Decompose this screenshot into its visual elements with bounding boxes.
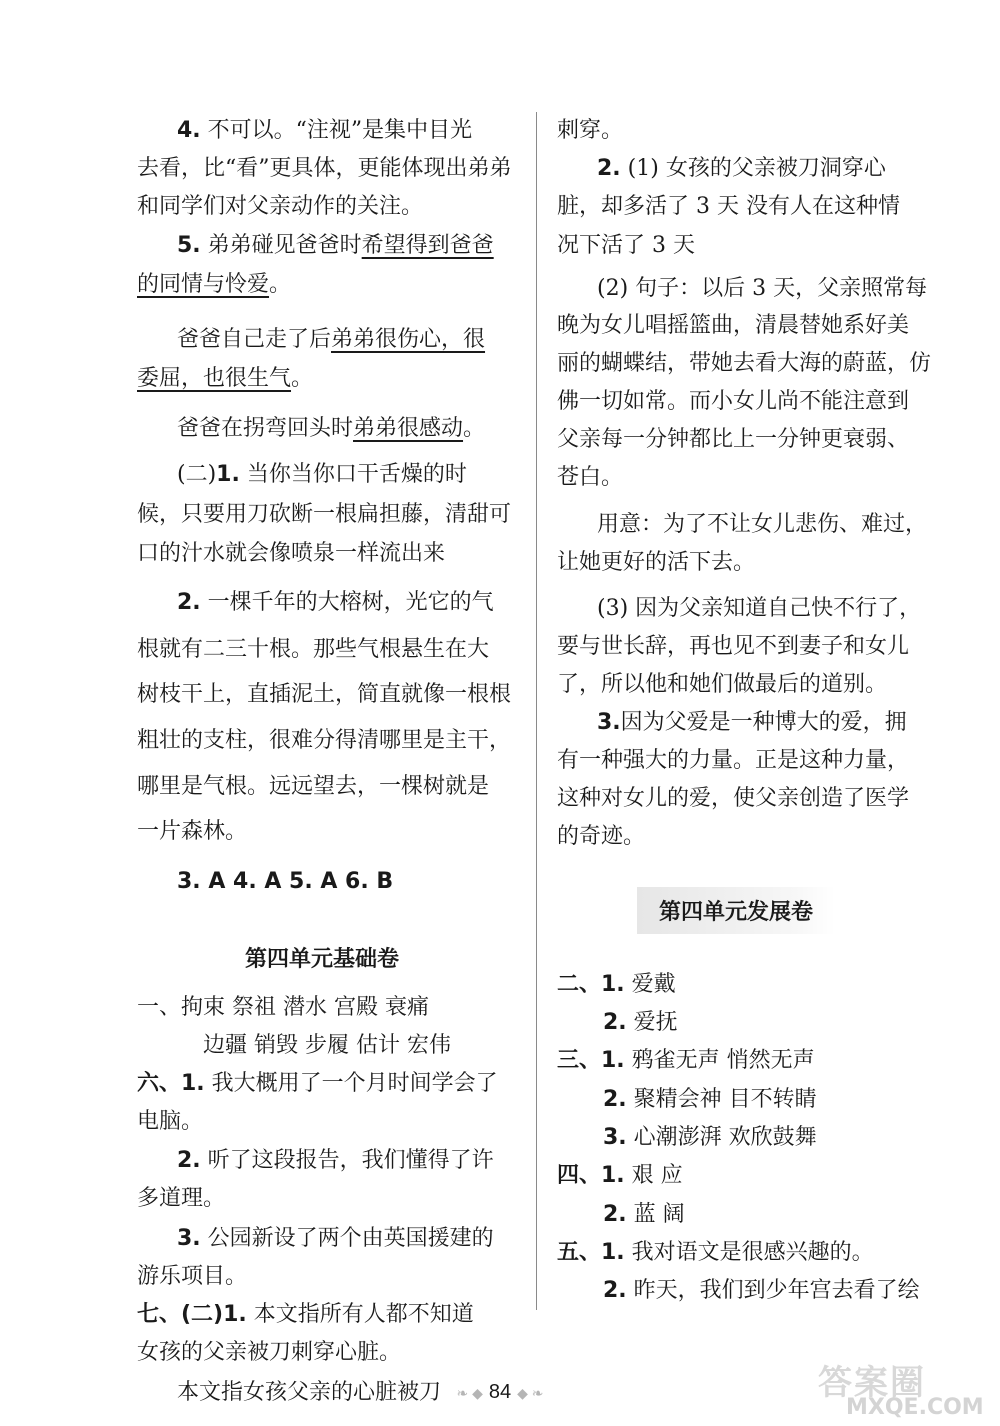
answer-line: 电脑。 (137, 1109, 204, 1134)
answer-line: 委屈，也很生气。 (137, 366, 314, 391)
answer-line: 3.因为父爱是一种博大的爱，拥 (597, 710, 907, 735)
answer-line: 根就有二三十根。那些气根悬生在大 (137, 637, 490, 662)
answer-line: 六、1. 我大概用了一个月时间学会了 (137, 1071, 498, 1096)
answer-line: 边疆 销毁 步履 估计 宏伟 (203, 1033, 451, 1058)
watermark-text: 答案圈 (818, 1363, 926, 1403)
answer-line: 脏，却多活了 3 天 没有人在这种情 (557, 194, 900, 219)
answer-line: 候，只要用刀砍断一根扁担藤，清甜可 (137, 502, 512, 527)
answer-line: 3. A 4. A 5. A 6. B (177, 869, 394, 894)
answer-line: (3) 因为父亲知道自己快不行了， (597, 596, 922, 621)
answer-line: 佛一切如常。而小女儿尚不能注意到 (557, 389, 910, 414)
answer-line: 七、(二)1. 本文指所有人都不知道 (137, 1302, 474, 1327)
section-heading: 第四单元基础卷 (245, 947, 400, 972)
ornament-left-icon: ❧ ◆ (456, 1385, 483, 1401)
answer-line: 用意：为了不让女儿悲伤、难过， (597, 512, 928, 537)
answer-line: 2. 昨天，我们到少年宫去看了绘 (603, 1278, 920, 1303)
answer-line: 游乐项目。 (137, 1264, 248, 1289)
page-number: 84 (488, 1381, 512, 1403)
answer-line: 丽的蝴蝶结，带她去看大海的蔚蓝，仿 (557, 351, 932, 376)
answer-line: 一片森林。 (137, 819, 248, 844)
answer-line: 爸爸在拐弯回头时弟弟很感动。 (177, 416, 486, 441)
answer-line: 二、1. 爱戴 (557, 972, 676, 997)
answer-line: 5. 弟弟碰见爸爸时希望得到爸爸 (177, 233, 494, 258)
ornament-right-icon: ◆ ❧ (517, 1385, 544, 1401)
answer-line: (二)1. 当你当你口干舌燥的时 (177, 462, 467, 487)
answer-line: 要与世长辞，再也见不到妻子和女儿 (557, 634, 910, 659)
answer-line: 三、1. 鸦雀无声 悄然无声 (557, 1048, 815, 1073)
answer-line: 女孩的父亲被刀刺穿心脏。 (137, 1340, 402, 1365)
answer-line: 五、1. 我对语文是很感兴趣的。 (557, 1240, 874, 1265)
section-heading: 第四单元发展卷 (637, 887, 835, 934)
answer-line: 况下活了 3 天 (557, 233, 695, 258)
answer-line: 的奇迹。 (557, 824, 646, 849)
answer-line: 晚为女儿唱摇篮曲，清晨替她系好美 (557, 313, 910, 338)
answer-line: 树枝干上，直插泥土，简直就像一根根 (137, 682, 512, 707)
answer-line: 3. 心潮澎湃 欢欣鼓舞 (603, 1125, 817, 1150)
answer-line: 2. 爱抚 (603, 1010, 678, 1035)
answer-line: 多道理。 (137, 1186, 226, 1211)
answer-line: 2. 一棵千年的大榕树，光它的气 (177, 590, 494, 615)
answer-line: 苍白。 (557, 465, 624, 490)
answer-line: (2) 句子：以后 3 天，父亲照常每 (597, 276, 928, 301)
watermark-url: MXQE.COM (846, 1395, 984, 1420)
column-divider (536, 112, 537, 1310)
answer-line: 2. 蓝 阔 (603, 1202, 685, 1227)
answer-line: 和同学们对父亲动作的关注。 (137, 194, 424, 219)
answer-line: 有一种强大的力量。正是这种力量， (557, 748, 910, 773)
answer-line: 粗壮的支柱，很难分得清哪里是主干， (137, 728, 512, 753)
answer-line: 父亲每一分钟都比上一分钟更衰弱、 (557, 427, 910, 452)
answer-line: 的同情与怜爱。 (137, 272, 292, 297)
answer-line: 本文指女孩父亲的心脏被刀 (177, 1380, 442, 1405)
answer-line: 这种对女儿的爱，使父亲创造了医学 (557, 786, 910, 811)
watermark-logo (818, 1355, 984, 1420)
answer-line: 2. 听了这段报告，我们懂得了许 (177, 1148, 494, 1173)
answer-line: 爸爸自己走了后弟弟很伤心，很 (177, 327, 486, 352)
answer-line: 3. 公园新设了两个由英国援建的 (177, 1226, 494, 1251)
answer-line: 刺穿。 (557, 118, 624, 143)
answer-line: 四、1. 艰 应 (557, 1163, 683, 1188)
answer-line: 让她更好的活下去。 (557, 550, 756, 575)
answer-line: 4. 不可以。“注视”是集中目光 (177, 118, 473, 143)
answer-line: 了，所以他和她们做最后的道别。 (557, 672, 888, 697)
answer-line: 口的汁水就会像喷泉一样流出来 (137, 541, 446, 566)
answer-line: 一、拘束 祭祖 潜水 宫殿 衰痛 (137, 995, 429, 1020)
answer-line: 2. 聚精会神 目不转睛 (603, 1087, 817, 1112)
answer-line: 哪里是气根。远远望去，一棵树就是 (137, 774, 490, 799)
answer-line: 去看，比“看”更具体，更能体现出弟弟 (137, 156, 512, 181)
answer-line: 2. (1) 女孩的父亲被刀洞穿心 (597, 156, 886, 181)
